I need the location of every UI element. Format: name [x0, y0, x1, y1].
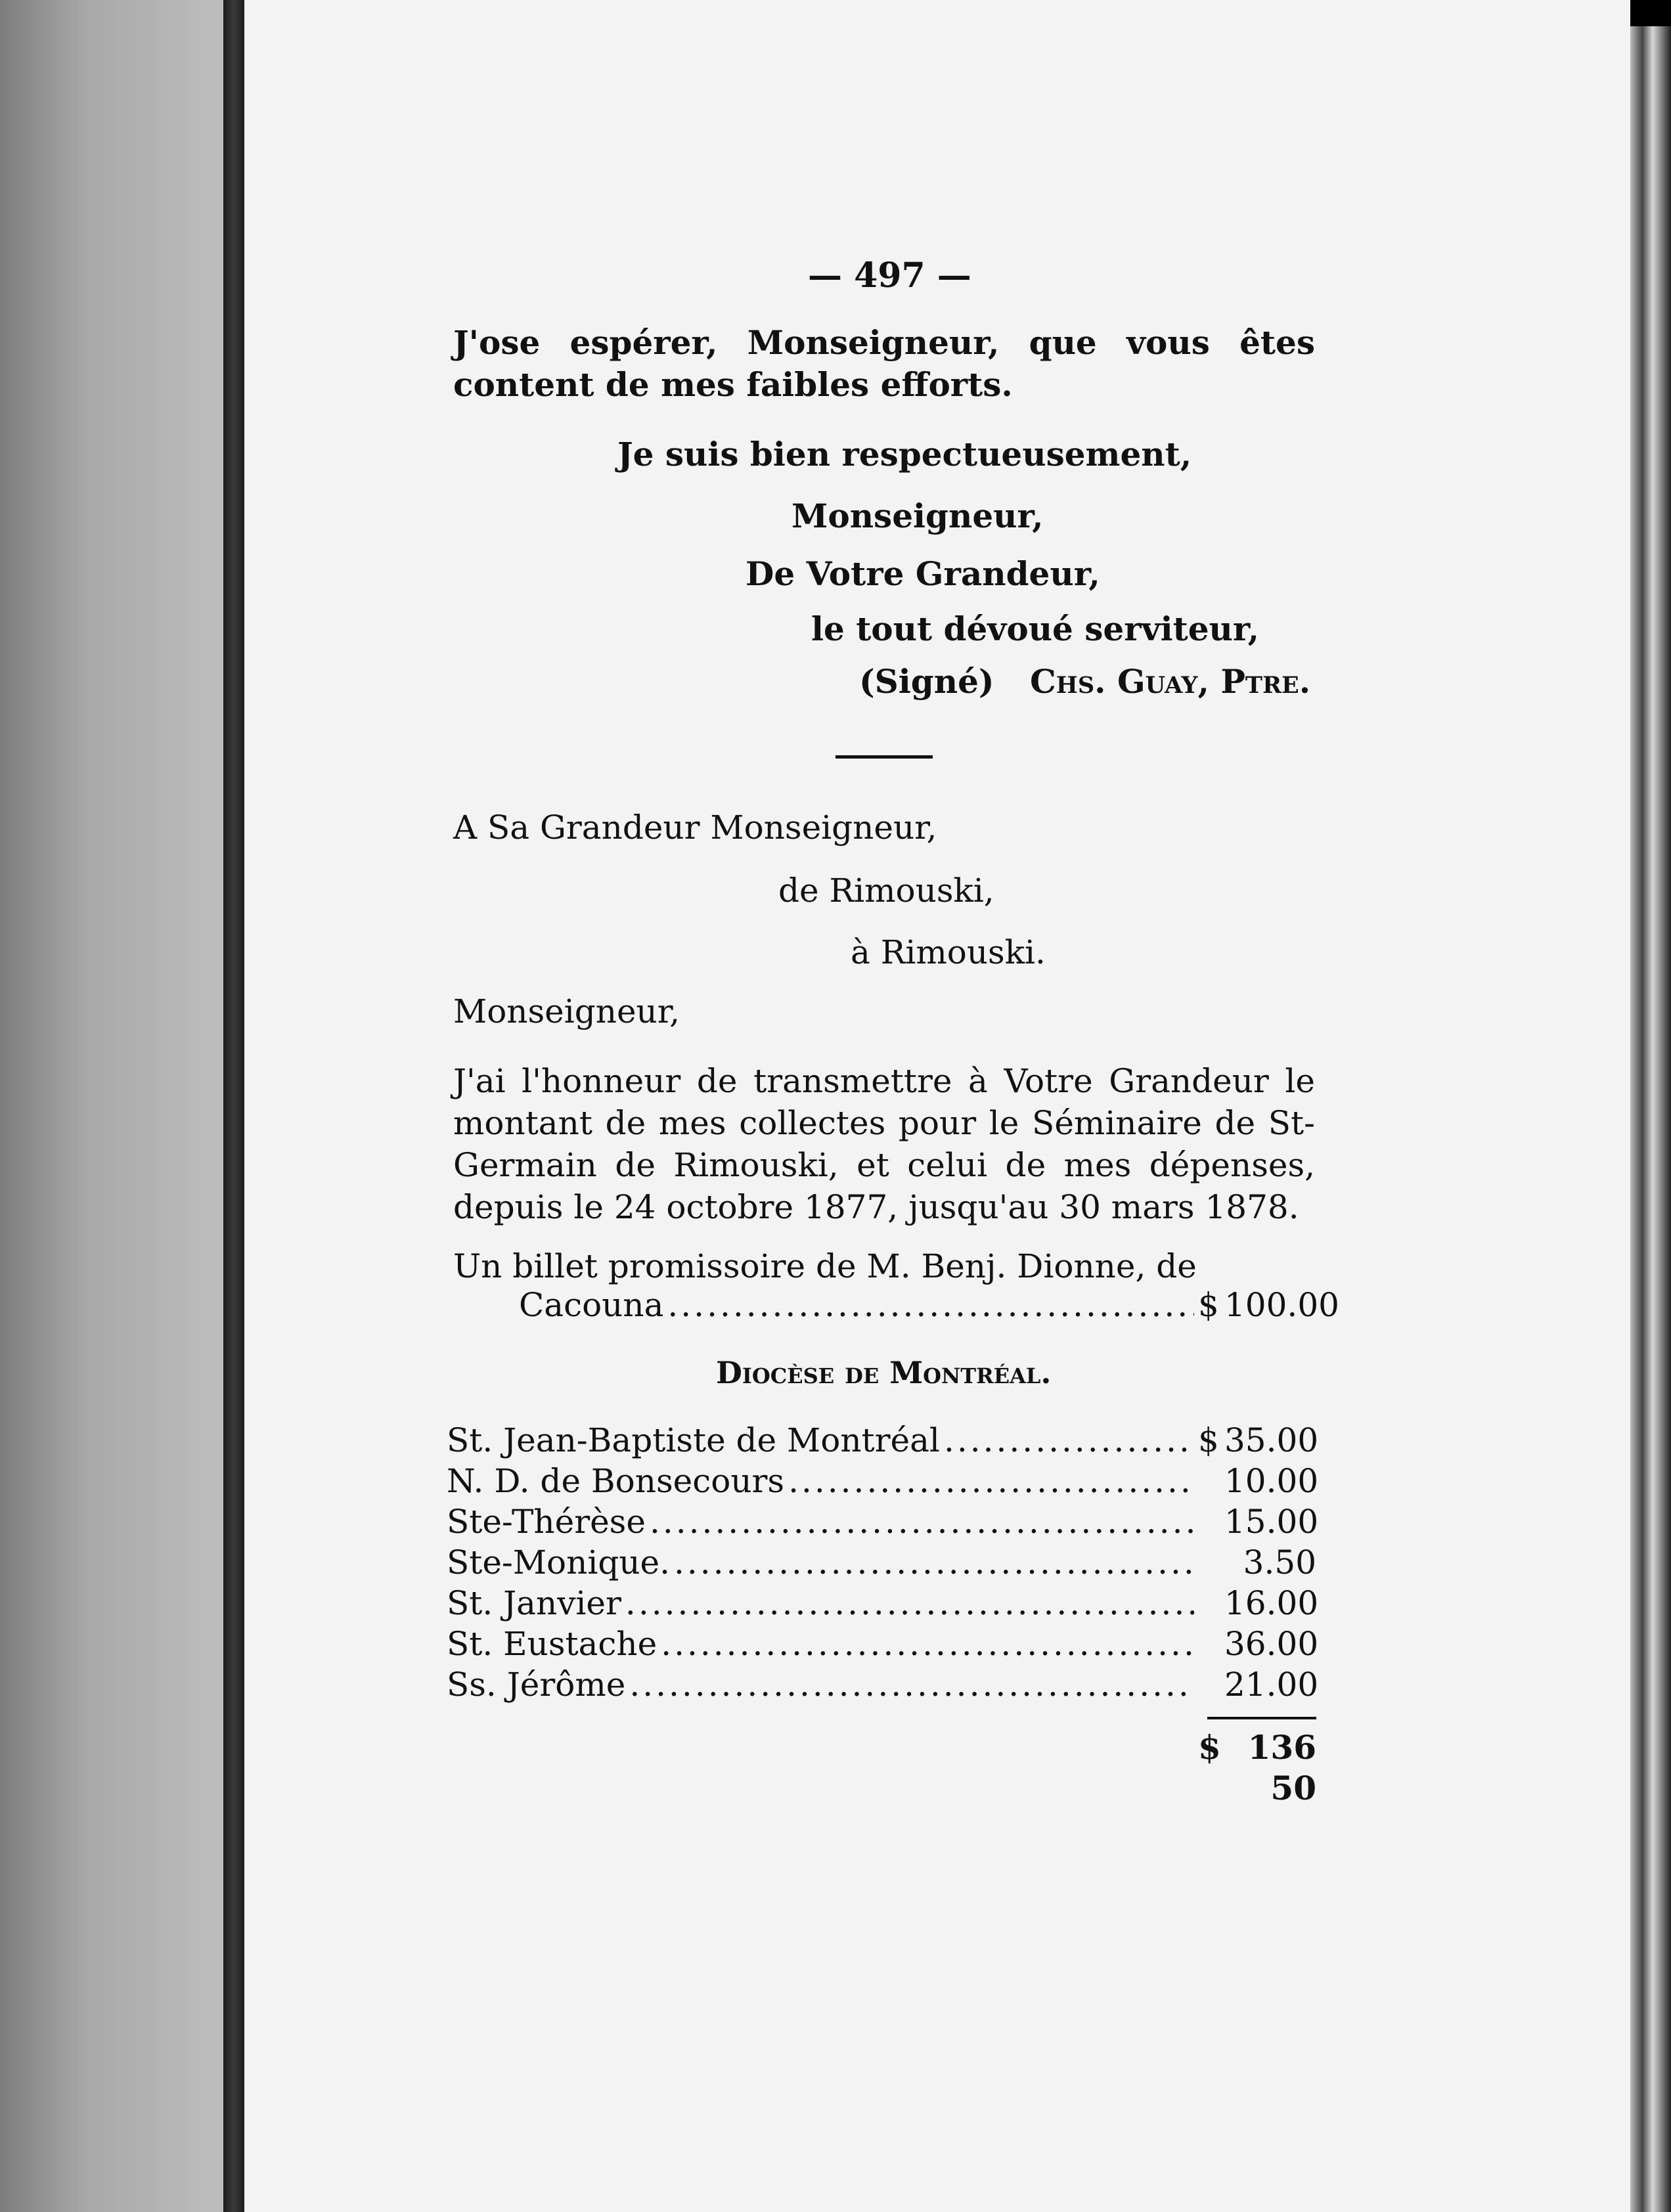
entry-amount: 36.00 — [1224, 1625, 1319, 1663]
entry-amount: 16.00 — [1224, 1584, 1319, 1622]
section-heading: Diocèse de Montréal. — [716, 1355, 1052, 1390]
letter1-signed: (Signé) — [859, 662, 994, 701]
total-rule — [1207, 1717, 1316, 1719]
billet-name: Cacouna — [519, 1286, 664, 1324]
list-item — [447, 1624, 1319, 1664]
letter2-salutation: Monseigneur, — [453, 992, 680, 1030]
billet-row — [519, 1285, 1339, 1325]
total-amount: 136 50 — [1247, 1728, 1316, 1807]
entry-name: Ste-Thérèse — [447, 1503, 646, 1541]
list-item — [447, 1420, 1319, 1461]
page-number: — 497 — — [808, 255, 971, 296]
total-currency: $ — [1198, 1728, 1221, 1767]
entry-name: N. D. de Bonsecours — [447, 1462, 785, 1500]
letter2-paragraph: J'ai l'honneur de transmettre à Votre Grandeur le montant de mes collectes pour le Séminaire de St-Germain de Rimouski, et celui de mes dépenses, depuis le 24 octobre 1877, jusqu'au 30 mars 1878. — [453, 1062, 1315, 1226]
total-row-wrap — [447, 1727, 1316, 1807]
list-item — [447, 1461, 1319, 1501]
entry-name: St. Jean-Baptiste de Montréal — [447, 1421, 940, 1459]
left-page-edge — [0, 0, 223, 2212]
list-item — [447, 1542, 1316, 1583]
letter1-paragraph: J'ose espérer, Monseigneur, que vous êtes content de mes faibles efforts. — [453, 323, 1315, 404]
letter2-address-1: A Sa Grandeur Monseigneur, — [453, 808, 937, 847]
billet-amount: 100.00 — [1224, 1286, 1339, 1324]
right-page-edge — [1630, 26, 1671, 2212]
entry-amount: 10.00 — [1224, 1462, 1319, 1500]
leader-dots — [661, 1624, 1194, 1664]
list-item — [447, 1583, 1319, 1624]
leader-dots — [674, 1542, 1194, 1583]
letter1-closing-3: De Votre Grandeur, — [746, 554, 1100, 593]
entry-amount: 35.00 — [1224, 1421, 1319, 1459]
billet-currency: $ — [1198, 1286, 1219, 1324]
billet-entry — [519, 1285, 1339, 1325]
leader-dots — [944, 1420, 1194, 1461]
entry-amount: 3.50 — [1243, 1543, 1316, 1582]
entry-name: Ss. Jérôme — [447, 1666, 626, 1704]
leader-dots — [667, 1285, 1194, 1325]
separator-rule — [836, 755, 933, 759]
list-item — [447, 1664, 1319, 1705]
entry-name: Ste-Monique. — [447, 1543, 671, 1582]
entries-list — [447, 1420, 1319, 1705]
letter1-closing-4: le tout dévoué serviteur, — [811, 609, 1259, 648]
entry-currency: $ — [1198, 1421, 1219, 1459]
total-row — [447, 1727, 1316, 1807]
letter1-closing-2: Monseigneur, — [791, 497, 1044, 535]
entry-name: St. Eustache — [447, 1625, 657, 1663]
entry-name: St. Janvier — [447, 1584, 621, 1622]
entry-amount: 21.00 — [1224, 1666, 1319, 1704]
letter2-address-2: de Rimouski, — [778, 872, 994, 910]
leader-dots — [650, 1501, 1194, 1542]
book-gutter — [223, 0, 244, 2212]
letter2-address-3: à Rimouski. — [851, 933, 1046, 971]
leader-dots — [788, 1461, 1194, 1501]
entry-amount: 15.00 — [1224, 1503, 1319, 1541]
billet-line-1: Un billet promissoire de M. Benj. Dionne, de — [453, 1247, 1197, 1285]
leader-dots — [629, 1664, 1194, 1705]
leader-dots — [625, 1583, 1194, 1624]
letter1-closing-1: Je suis bien respectueusement, — [617, 435, 1192, 474]
letter1-signature: Chs. Guay, Ptre. — [1030, 662, 1311, 701]
list-item — [447, 1501, 1319, 1542]
